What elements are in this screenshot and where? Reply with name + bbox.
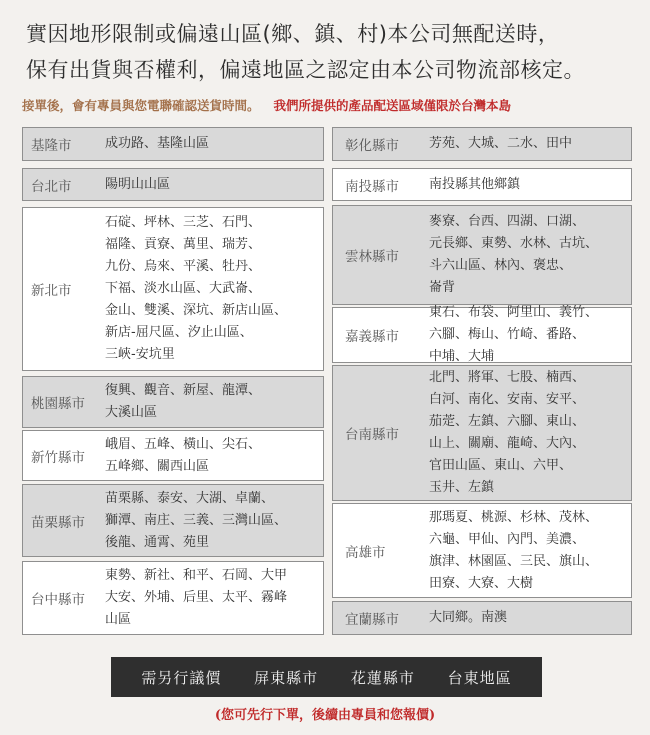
remote-areas: 苗栗縣、泰安、大湖、卓蘭、 獅潭、南庄、三義、三灣山區、 後龍、通霄、苑里 xyxy=(105,490,288,550)
table-row xyxy=(332,205,632,305)
region-hualien: 花蓮縣市 xyxy=(350,668,415,687)
city-name: 嘉義縣市 xyxy=(345,329,399,345)
region-pingtung: 屏東縣市 xyxy=(254,668,319,687)
city-name: 彰化縣市 xyxy=(345,138,399,154)
remote-areas: 芳苑、大城、二水、田中 xyxy=(429,136,573,151)
remote-areas: 南投縣其他鄉鎮 xyxy=(429,176,521,192)
shipping-notice-heading xyxy=(26,16,636,88)
table-row xyxy=(22,561,324,635)
scope-note: 我們所提供的產品配送區域僅限於台灣本島 xyxy=(273,98,512,113)
table-row xyxy=(22,168,324,201)
delivery-notes xyxy=(22,96,642,114)
city-name: 苗栗縣市 xyxy=(31,514,85,531)
order-footnote: (您可先行下單，後續由專員和您報價) xyxy=(214,708,436,723)
remote-areas: 石碇、坪林、三芝、石門、 福隆、貢寮、萬里、瑞芳、 九份、烏來、平溪、牡丹、 下福、淡水山區、大武崙、 金山、雙溪、深坑、新店山區、 新店-屈尺區、汐止山區、 三峽-安坑里 xyxy=(105,215,288,362)
remote-areas: 峨眉、五峰、橫山、尖石、 五峰鄉、關西山區 xyxy=(105,436,262,474)
city-name: 台南縣市 xyxy=(345,427,399,443)
table-row xyxy=(22,207,324,371)
city-name: 新竹縣市 xyxy=(31,449,85,466)
remote-areas: 大同鄉。南澳 xyxy=(429,610,508,625)
table-row xyxy=(332,307,632,363)
city-name: 台北市 xyxy=(31,178,72,195)
table-row xyxy=(22,376,324,428)
contact-note: 接單後，會有專員與您電聯確認送貨時間。 xyxy=(22,98,260,113)
notice-line-1: 實因地形限制或偏遠山區(鄉、鎮、村)本公司無配送時， xyxy=(26,22,560,46)
extra-charge-label: 需另行議價 xyxy=(141,668,222,687)
remote-areas: 東石、布袋、阿里山、義竹、 六腳、梅山、竹崎、番路、 中埔、大埔 xyxy=(429,305,599,364)
city-name: 新北市 xyxy=(31,283,72,299)
remote-areas: 麥寮、台西、四湖、口湖、 元長鄉、東勢、水林、古坑、 斗六山區、林內、褒忠、 崙背 xyxy=(429,214,599,295)
region-taitung: 台東地區 xyxy=(447,668,512,687)
table-row xyxy=(332,503,632,598)
city-name: 桃園縣市 xyxy=(31,396,85,412)
city-name: 基隆市 xyxy=(31,138,72,154)
remote-areas: 陽明山山區 xyxy=(105,176,171,192)
extra-charge-banner xyxy=(111,657,542,697)
remote-areas: 東勢、新社、和平、石岡、大甲 大安、外埔、后里、太平、霧峰 山區 xyxy=(105,568,288,627)
table-row xyxy=(22,127,324,161)
table-row xyxy=(22,484,324,557)
table-row xyxy=(332,127,632,161)
table-row xyxy=(332,168,632,201)
city-name: 台中縣市 xyxy=(31,592,85,608)
table-row xyxy=(332,365,632,501)
table-row xyxy=(332,601,632,635)
city-name: 高雄市 xyxy=(345,544,386,561)
remote-areas: 那瑪夏、桃源、杉林、茂林、 六龜、甲仙、內門、美濃、 旗津、林園區、三民、旗山、 田寮、大寮、大樹 xyxy=(429,509,599,591)
remote-areas: 北門、將軍、七股、楠西、 白河、南化、安南、安平、 茄萣、左鎮、六腳、東山、 山上、關廟、龍崎、大內、 官田山區、東山、六甲、 玉井、左鎮 xyxy=(429,370,586,495)
remote-areas: 復興、觀音、新屋、龍潭、 大溪山區 xyxy=(105,383,262,420)
city-name: 雲林縣市 xyxy=(345,249,399,265)
city-name: 宜蘭縣市 xyxy=(345,612,399,628)
remote-areas: 成功路、基隆山區 xyxy=(105,136,210,151)
table-row xyxy=(22,430,324,481)
notice-line-2: 保有出貨與否權利，偏遠地區之認定由本公司物流部核定。 xyxy=(26,58,585,82)
city-name: 南投縣市 xyxy=(345,178,399,195)
